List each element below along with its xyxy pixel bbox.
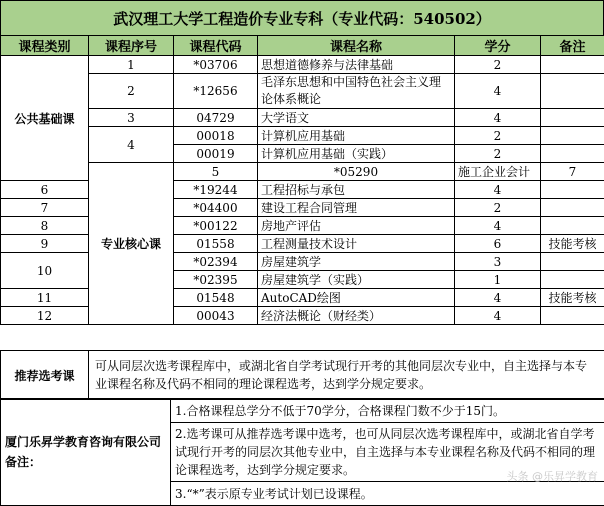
cell-credit: 4 xyxy=(455,74,541,109)
cell-seq: 1 xyxy=(89,56,174,74)
header-note: 备注 xyxy=(541,36,604,56)
cell-seq: 3 xyxy=(89,109,174,127)
cell-code: 04729 xyxy=(174,109,258,127)
cell-name: 毛泽东思想和中国特色社会主义理论体系概论 xyxy=(258,74,455,109)
cell-credit: 6 xyxy=(455,235,541,253)
cell-seq: 4 xyxy=(89,127,174,163)
header-category: 课程类别 xyxy=(1,36,89,56)
cell-code: *02395 xyxy=(174,271,258,289)
cell-note xyxy=(541,181,604,199)
cell-note xyxy=(541,109,604,127)
cell-code: 00019 xyxy=(174,145,258,163)
cell-credit: 4 xyxy=(455,289,541,307)
cell-credit: 2 xyxy=(455,199,541,217)
category-core: 专业核心课 xyxy=(89,163,174,325)
watermark: 头条 @乐昇学教育 xyxy=(507,468,599,484)
cell-name: 工程招标与承包 xyxy=(258,181,455,199)
cell-credit: 1 xyxy=(455,271,541,289)
category-public: 公共基础课 xyxy=(1,56,89,181)
cell-credit: 3 xyxy=(455,253,541,271)
cell-note xyxy=(541,74,604,109)
table-row xyxy=(1,163,604,181)
cell-credit: 4 xyxy=(455,307,541,325)
header-credit: 学分 xyxy=(455,36,541,56)
cell-note xyxy=(541,253,604,271)
header-seq: 课程序号 xyxy=(89,36,174,56)
remark-item: 3.“*”表示原专业考试计划已设课程。 xyxy=(171,482,604,506)
cell-name: 计算机应用基础 xyxy=(258,127,455,145)
cell-seq: 11 xyxy=(1,289,89,307)
cell-code: *00122 xyxy=(174,217,258,235)
cell-code: 00018 xyxy=(174,127,258,145)
cell-name: 房屋建筑学 xyxy=(258,253,455,271)
cell-code: *03706 xyxy=(174,56,258,74)
remark-item: 1.合格课程总学分不低于70学分，合格课程门数不少于15门。 xyxy=(171,399,604,423)
cell-seq: 2 xyxy=(89,74,174,109)
cell-name: 经济法概论（财经类） xyxy=(258,307,455,325)
table-header-row xyxy=(1,36,604,56)
table-row xyxy=(1,109,604,127)
cell-credit: 4 xyxy=(455,109,541,127)
cell-note xyxy=(541,199,604,217)
recommended-section xyxy=(0,350,604,400)
cell-note xyxy=(541,145,604,163)
cell-name: 施工企业会计 xyxy=(455,163,541,181)
course-table xyxy=(0,35,604,325)
recommended-text: 可从同层次选考课程库中，或湖北省自学考试现行开考的其他同层次专业中，自主选择与本专业课程名称及代码不相同的理论课程选考，达到学分规定要求。 xyxy=(89,351,604,400)
cell-code: *05290 xyxy=(258,163,455,181)
cell-credit: 4 xyxy=(455,181,541,199)
cell-credit: 4 xyxy=(455,217,541,235)
cell-credit: 7 xyxy=(541,163,604,181)
cell-code: 01548 xyxy=(174,289,258,307)
cell-note xyxy=(541,56,604,74)
cell-code: 00043 xyxy=(174,307,258,325)
header-name: 课程名称 xyxy=(258,36,455,56)
cell-note xyxy=(541,127,604,145)
page-title: 武汉理工大学工程造价专业专科（专业代码：540502） xyxy=(0,0,604,36)
remarks-label: 厦门乐昇学教育咨询有限公司备注： xyxy=(1,399,171,506)
header-code: 课程代码 xyxy=(174,36,258,56)
cell-note xyxy=(541,307,604,325)
cell-credit: 2 xyxy=(455,145,541,163)
cell-code: *02394 xyxy=(174,253,258,271)
table-row xyxy=(1,127,604,145)
cell-seq: 6 xyxy=(1,181,89,199)
table-row xyxy=(1,56,604,74)
remark-item: 2.选考课可从推荐选考课中选考，也可从同层次选考课程库中，或湖北省自学考试现行开考的同层次其他专业中，自主选择与本专业课程名称及代码不相同的理论课程选考，达到学分规定要求。 xyxy=(171,423,604,482)
cell-seq: 7 xyxy=(1,199,89,217)
cell-seq: 5 xyxy=(174,163,258,181)
cell-seq: 12 xyxy=(1,307,89,325)
cell-credit: 2 xyxy=(455,56,541,74)
cell-code: *04400 xyxy=(174,199,258,217)
cell-seq: 9 xyxy=(1,235,89,253)
cell-code: *12656 xyxy=(174,74,258,109)
cell-seq: 10 xyxy=(1,253,89,289)
cell-code: 01558 xyxy=(174,235,258,253)
cell-code: *19244 xyxy=(174,181,258,199)
cell-name: 大学语文 xyxy=(258,109,455,127)
cell-name: 计算机应用基础（实践） xyxy=(258,145,455,163)
cell-seq: 8 xyxy=(1,217,89,235)
cell-name: 房屋建筑学（实践） xyxy=(258,271,455,289)
cell-note xyxy=(541,217,604,235)
table-row xyxy=(1,74,604,109)
cell-name: AutoCAD绘图 xyxy=(258,289,455,307)
cell-note: 技能考核 xyxy=(541,235,604,253)
cell-name: 思想道德修养与法律基础 xyxy=(258,56,455,74)
cell-name: 工程测量技术设计 xyxy=(258,235,455,253)
cell-name: 建设工程合同管理 xyxy=(258,199,455,217)
cell-note xyxy=(541,271,604,289)
cell-name: 房地产评估 xyxy=(258,217,455,235)
recommended-label: 推荐选考课 xyxy=(1,351,89,400)
cell-credit: 2 xyxy=(455,127,541,145)
cell-note: 技能考核 xyxy=(541,289,604,307)
remarks-section xyxy=(0,398,604,506)
